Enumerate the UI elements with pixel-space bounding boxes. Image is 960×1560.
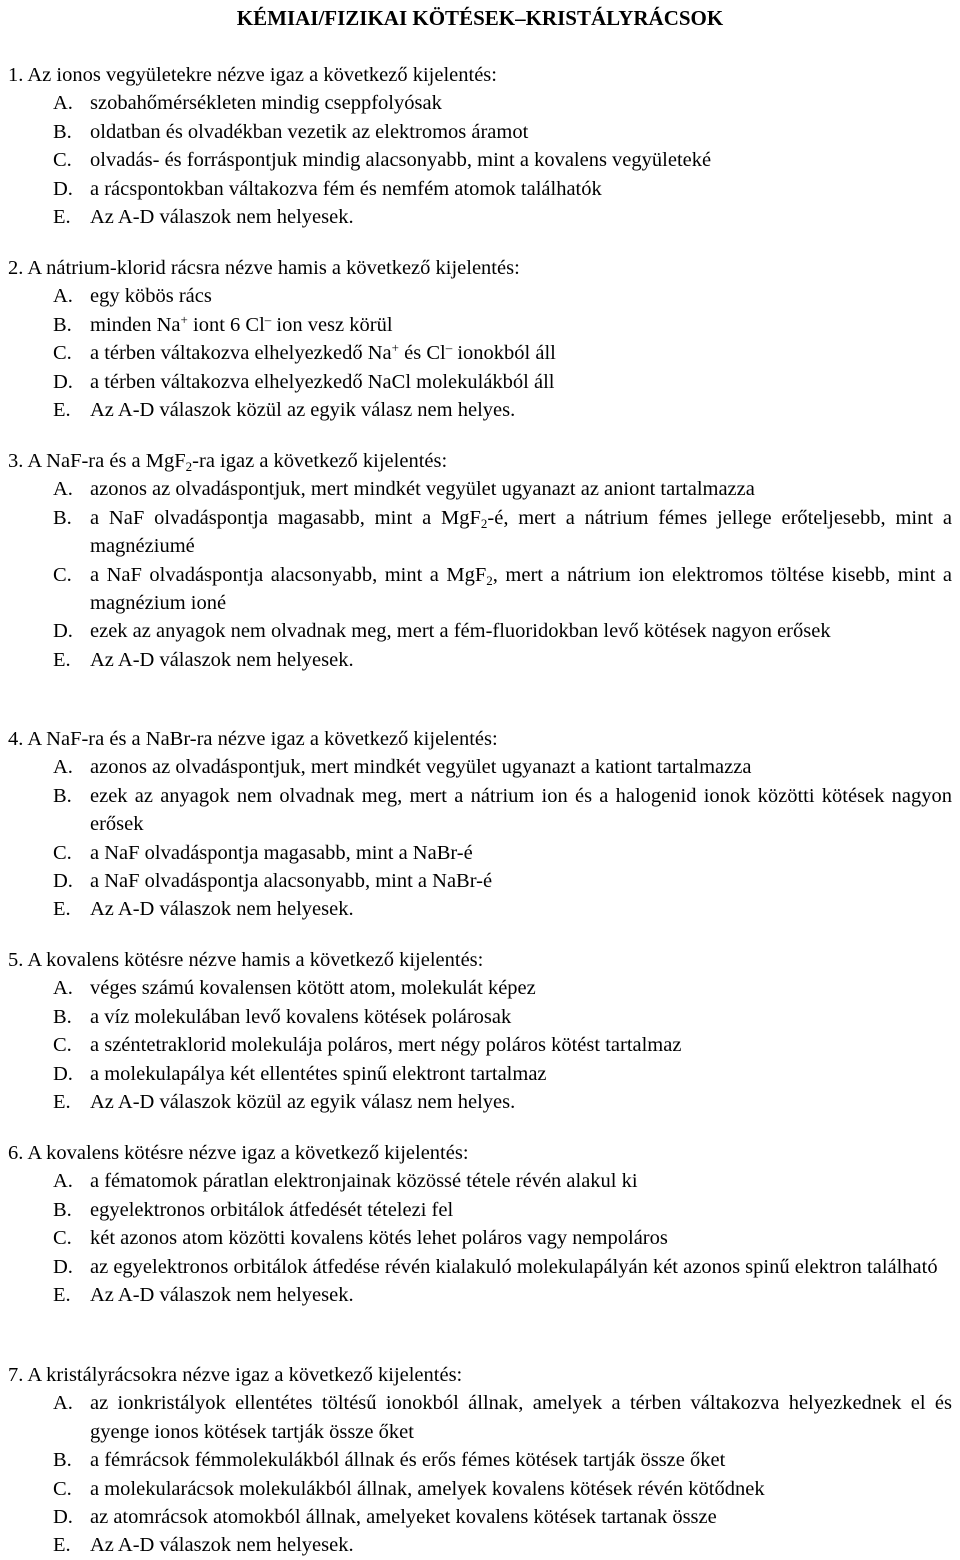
option-letter: A. [53,92,73,115]
option-text: a rácspontokban váltakozva fém és nemfém atomok találhatók [90,177,602,200]
option-letter: D. [53,177,73,200]
answer-option-a [8,475,956,503]
answer-option-b [8,1003,956,1031]
text-run: minden Na [90,313,181,336]
option-letter: B. [53,313,72,336]
option-letter: C. [53,841,72,864]
answer-option-d [8,867,956,895]
question-number: 6. [8,1142,24,1164]
question-text [27,450,447,472]
option-text: a NaF olvadáspontja alacsonyabb, mint a NaBr-é [90,870,493,893]
question-text: A kovalens kötésre nézve igaz a következő kijelentés: [27,1142,469,1164]
option-text: az atomrácsok atomokból állnak, amelyeket kovalens kötések tartanak össze [90,1506,717,1529]
superscript-charge: + [180,311,188,327]
question-number: 5. [8,949,24,971]
option-text: a molekulapálya két ellentétes spinű elektront tartalmaz [90,1062,547,1085]
question-number: 3. [8,450,24,472]
option-letter: A. [53,285,73,308]
option-letter: D. [53,620,73,643]
option-letter: C. [53,1227,72,1250]
superscript-charge: – [445,340,453,356]
option-letter: D. [53,1255,73,1278]
answer-option-e [8,1281,956,1309]
question-prompt [8,725,956,753]
question-4 [8,725,956,924]
question-7 [8,1361,956,1560]
question-1 [8,61,956,231]
option-letter: A. [53,756,73,779]
answer-option-c [8,561,956,618]
question-number: 4. [8,728,24,750]
text-run: a NaF olvadáspontja alacsonyabb, mint a MgF [90,563,487,586]
option-text [90,564,952,614]
answer-option-b [8,311,956,339]
option-letter: C. [53,563,72,586]
answer-option-c [8,1475,956,1503]
answer-option-c [8,1031,956,1059]
option-letter: B. [53,1005,72,1028]
answer-options [8,753,956,923]
text-run: -é, mert a nátrium fémes jellege erőteljesebb, mint a magnéziumé [90,506,952,558]
answer-option-d [8,175,956,203]
question-text: A NaF-ra és a NaBr-ra nézve igaz a következő kijelentés: [27,728,498,750]
option-text: véges számú kovalensen kötött atom, molekulát képez [90,977,536,1000]
option-letter: C. [53,149,72,172]
option-text: a térben váltakozva elhelyezkedő NaCl molekulákból áll [90,370,555,393]
answer-options [8,1167,956,1309]
answer-option-e [8,1088,956,1116]
option-letter: C. [53,1477,72,1500]
question-text: Az ionos vegyületekre nézve igaz a következő kijelentés: [27,64,497,86]
text-run: a térben váltakozva elhelyezkedő Na [90,342,392,365]
answer-options [8,475,956,674]
option-text: Az A-D válaszok közül az egyik válasz nem helyes. [90,1091,516,1114]
question-prompt [8,1139,956,1167]
answer-option-e [8,396,956,424]
subscript-index: 2 [486,572,493,588]
question-2 [8,254,956,424]
text-run: ionokból áll [452,342,556,365]
question-prompt [8,447,956,475]
answer-option-c [8,839,956,867]
option-text: a NaF olvadáspontja magasabb, mint a NaBr-é [90,841,473,864]
option-text: oldatban és olvadékban vezetik az elektromos áramot [90,120,529,143]
option-letter: B. [53,120,72,143]
answer-options [8,1389,956,1559]
option-text: a széntetraklorid molekulája poláros, mert négy poláros kötést tartalmaz [90,1034,682,1057]
answer-option-d [8,617,956,645]
option-letter: B. [53,506,72,529]
option-text: a molekularácsok molekulákból állnak, amelyek kovalens kötések révén kötődnek [90,1477,765,1500]
question-number: 2. [8,257,24,279]
option-letter: E. [53,206,71,229]
option-letter: A. [53,478,73,501]
option-letter: C. [53,342,72,365]
text-run: -ra igaz a következő kijelentés: [192,450,448,472]
option-text: szobahőmérsékleten mindig cseppfolyósak [90,92,442,115]
question-prompt [8,61,956,89]
option-text: a fématomok páratlan elektronjainak közössé tétele révén alakul ki [90,1170,638,1193]
question-prompt [8,1361,956,1389]
text-run: ion vesz körül [271,313,393,336]
text-run: iont 6 Cl [187,313,265,336]
answer-option-d [8,1253,956,1281]
text-run: a NaF olvadáspontja magasabb, mint a MgF [90,506,481,529]
option-text: Az A-D válaszok nem helyesek. [90,898,354,921]
option-text: Az A-D válaszok nem helyesek. [90,1534,354,1557]
answer-option-d [8,1503,956,1531]
option-text: olvadás- és forráspontjuk mindig alacsonyabb, mint a kovalens vegyületeké [90,149,712,172]
option-letter: A. [53,977,73,1000]
option-text: Az A-D válaszok nem helyesek. [90,648,354,671]
option-text: a fémrácsok fémmolekulákból állnak és erős fémes kötések tartják össze őket [90,1449,726,1472]
option-text: ezek az anyagok nem olvadnak meg, mert a fém-fluoridokban levő kötések nagyon erősek [90,620,831,643]
option-letter: A. [53,1170,73,1193]
option-letter: E. [53,898,71,921]
option-letter: D. [53,870,73,893]
option-letter: B. [53,1449,72,1472]
question-number: 1. [8,64,24,86]
option-letter: E. [53,648,71,671]
question-prompt [8,254,956,282]
option-text: azonos az olvadáspontjuk, mert mindkét vegyület ugyanazt az aniont tartalmazza [90,478,755,501]
option-text: Az A-D válaszok nem helyesek. [90,206,354,229]
answer-options [8,282,956,424]
option-letter: B. [53,1198,72,1221]
option-text: két azonos atom közötti kovalens kötés lehet poláros vagy nempoláros [90,1227,668,1250]
subscript-index: 2 [185,459,193,474]
answer-option-d [8,368,956,396]
answer-option-b [8,118,956,146]
option-text: egyelektronos orbitálok átfedését tételezi fel [90,1198,454,1221]
answer-option-e [8,1531,956,1559]
page-title: KÉMIAI/FIZIKAI KÖTÉSEK–KRISTÁLYRÁCSOK [236,6,724,30]
option-letter: D. [53,1062,73,1085]
answer-options [8,89,956,231]
answer-option-a [8,753,956,781]
answer-option-b [8,504,956,561]
option-letter: D. [53,1506,73,1529]
answer-option-b [8,1196,956,1224]
answer-option-a [8,1167,956,1195]
question-text: A kristályrácsokra nézve igaz a következő kijelentés: [27,1364,463,1386]
answer-option-c [8,1224,956,1252]
option-text: az ionkristályok ellentétes töltésű ionokból állnak, amelyek a térben váltakozva helyezkednek el és gyenge ionos kötések tartják össze őket [90,1392,952,1443]
answer-option-a [8,282,956,310]
answer-option-b [8,1446,956,1474]
answer-option-c [8,146,956,174]
question-number: 7. [8,1364,24,1386]
option-text: az egyelektronos orbitálok átfedése révén kialakuló molekulapályán két azonos spinű elektron található [90,1255,938,1278]
option-letter: E. [53,1091,71,1114]
answer-option-c [8,339,956,367]
superscript-charge: – [264,311,272,327]
option-text: azonos az olvadáspontjuk, mert mindkét vegyület ugyanazt a kationt tartalmazza [90,756,752,779]
answer-options [8,974,956,1116]
question-text: A kovalens kötésre nézve hamis a következő kijelentés: [27,949,484,971]
question-5 [8,946,956,1116]
option-text: egy köbös rács [90,285,212,308]
option-text [90,507,952,557]
option-text [90,342,556,364]
option-letter: E. [53,1284,71,1307]
option-letter: C. [53,1034,72,1057]
option-text: Az A-D válaszok közül az egyik válasz nem helyes. [90,399,516,422]
answer-option-a [8,974,956,1002]
option-letter: E. [53,399,71,422]
option-text [90,311,393,336]
answer-option-e [8,203,956,231]
option-text: a víz molekulában levő kovalens kötések polárosak [90,1005,512,1028]
option-letter: E. [53,1534,71,1557]
question-text: A nátrium-klorid rácsra nézve hamis a következő kijelentés: [27,257,520,279]
superscript-charge: + [391,340,399,356]
question-3 [8,447,956,674]
text-run: és Cl [399,342,446,365]
text-run: A NaF-ra és a MgF [27,450,186,472]
answer-option-e [8,895,956,923]
answer-option-a [8,1389,956,1446]
answer-option-a [8,89,956,117]
option-letter: B. [53,784,72,807]
answer-option-b [8,782,956,839]
answer-option-d [8,1060,956,1088]
question-prompt [8,946,956,974]
option-letter: A. [53,1392,73,1415]
answer-option-e [8,646,956,674]
text-run: , mert a nátrium ion elektromos töltése kisebb, mint a magnézium ioné [90,563,952,615]
question-6 [8,1139,956,1309]
option-text: Az A-D válaszok nem helyesek. [90,1284,354,1307]
option-letter: D. [53,370,73,393]
subscript-index: 2 [480,515,488,531]
option-text: ezek az anyagok nem olvadnak meg, mert a nátrium ion és a halogenid ionok közötti kötések nagyon erősek [90,784,952,836]
